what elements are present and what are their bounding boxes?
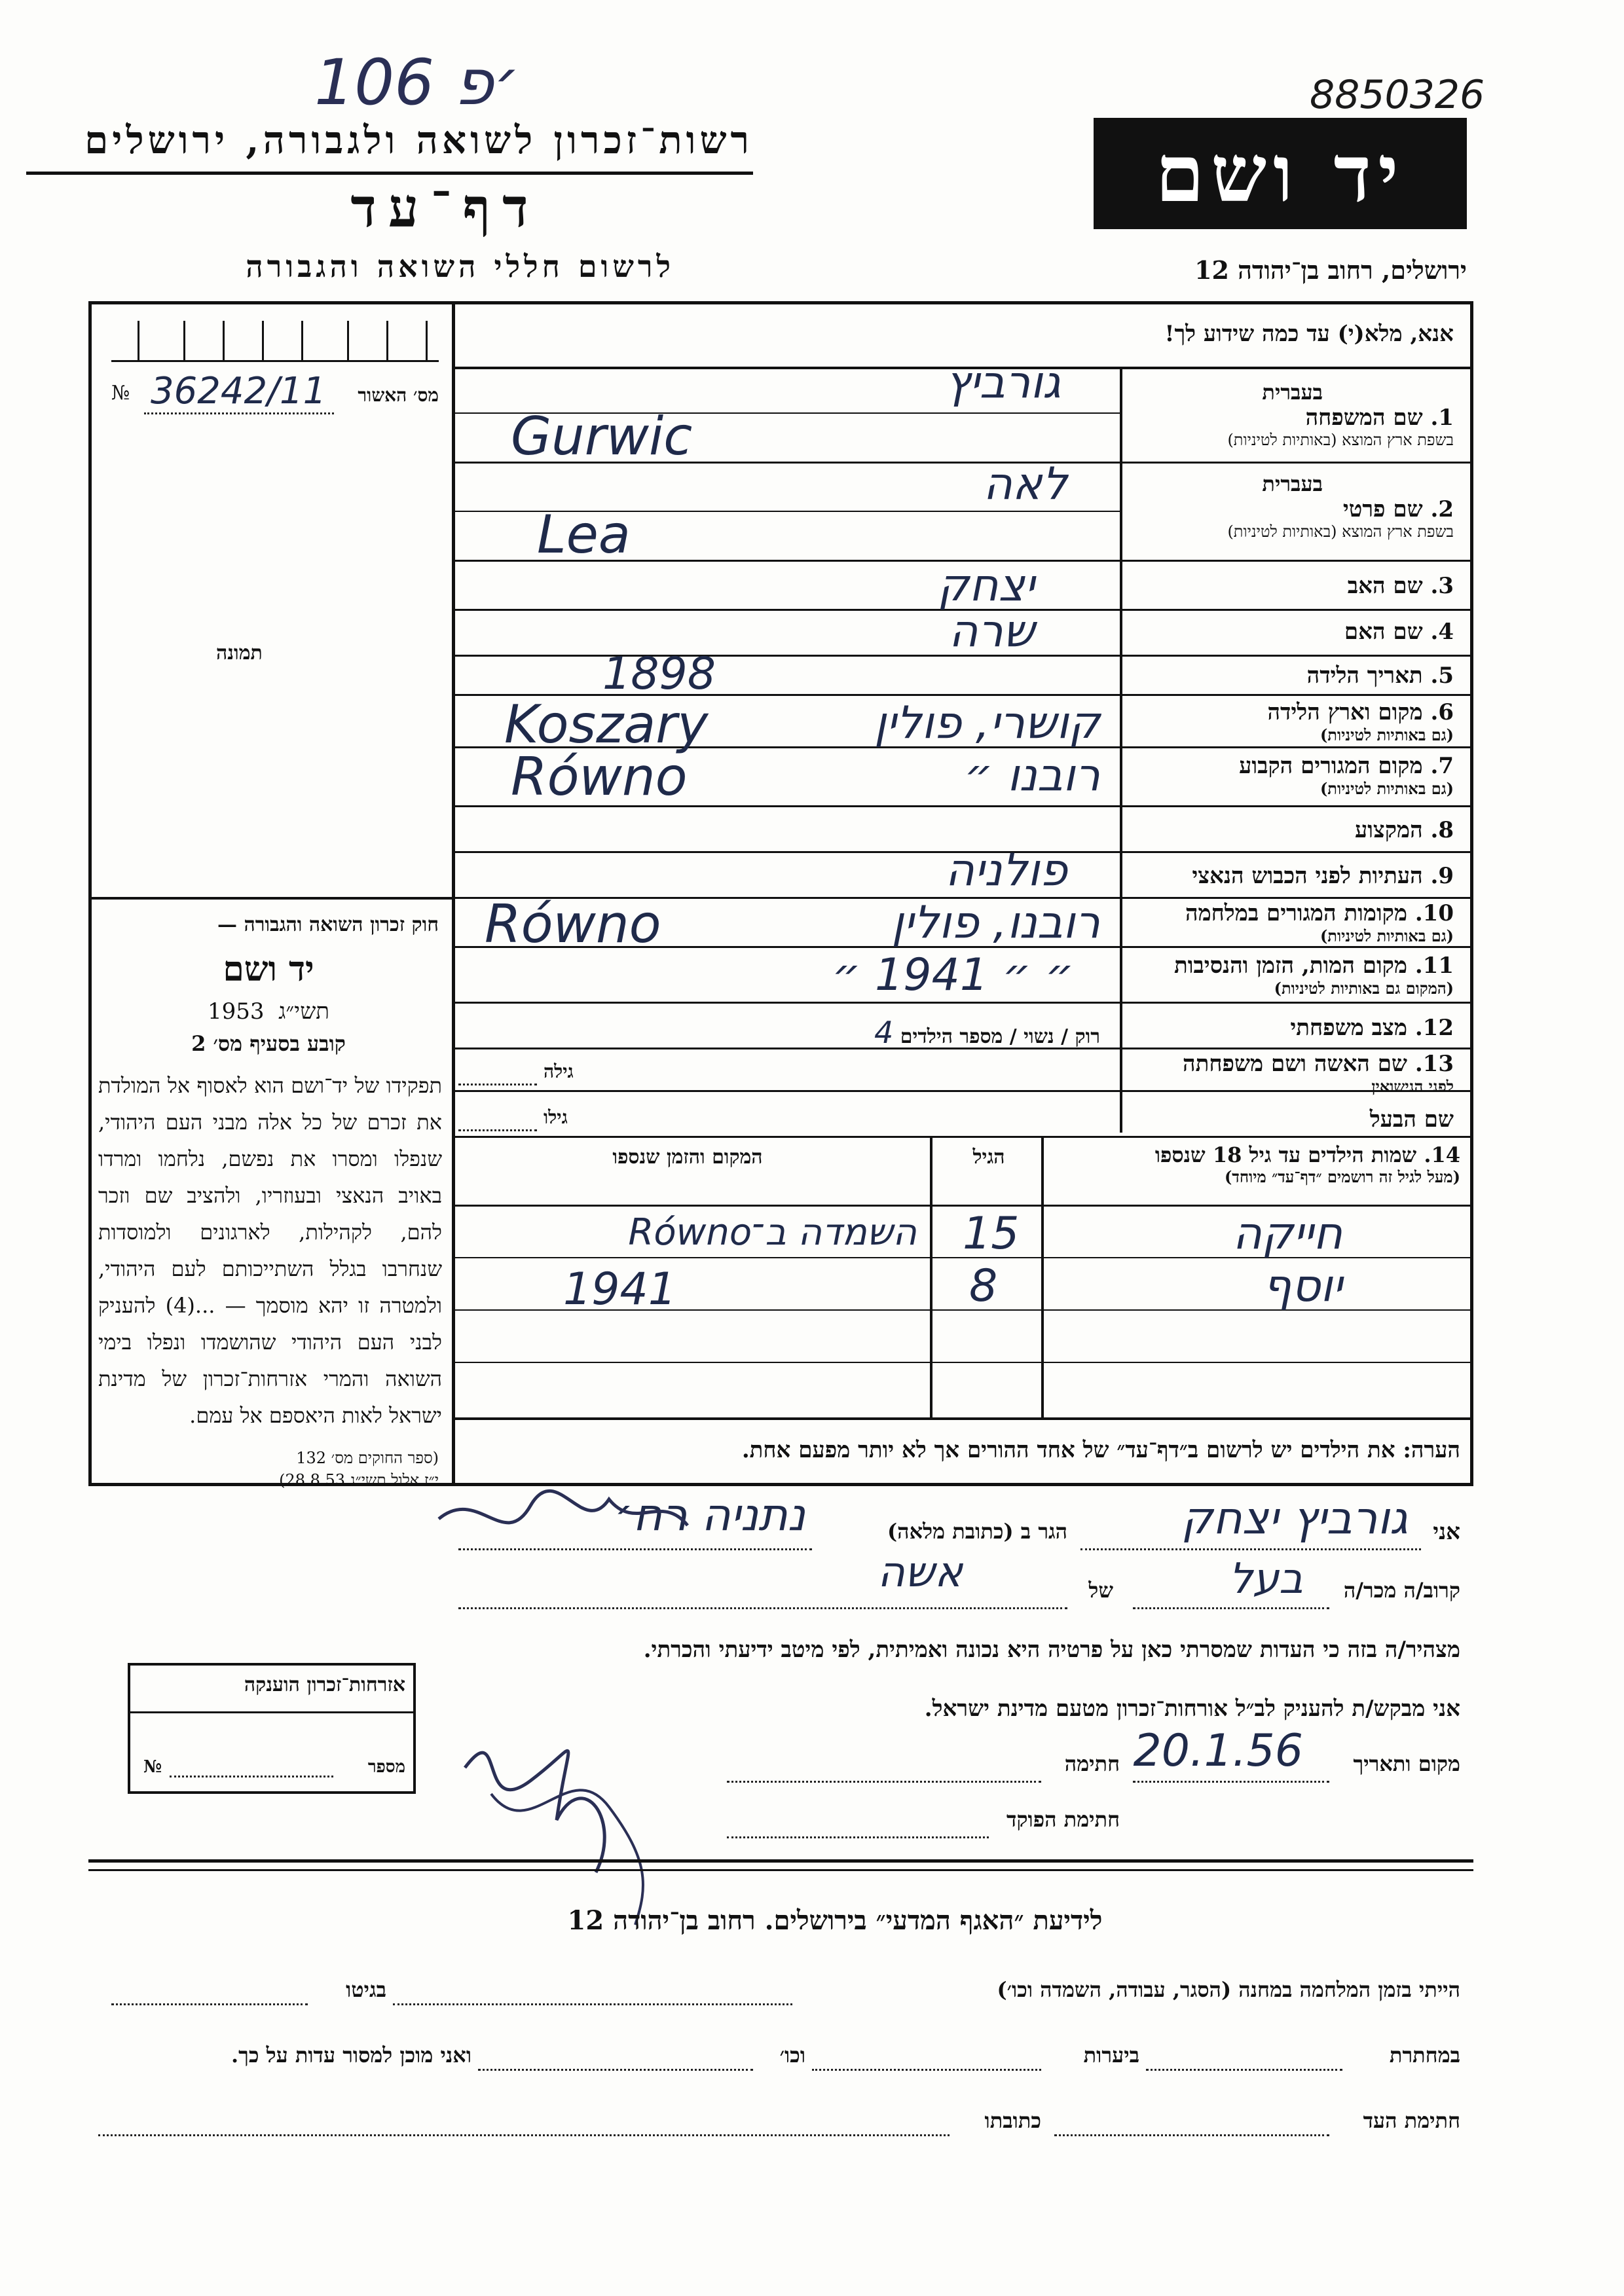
sheet-number: 8850326: [1310, 72, 1485, 118]
official-signature-line: חתימת הפוקד: [720, 1800, 1460, 1846]
approval-number: № 36242/11 מס׳ האשור: [111, 376, 439, 416]
birth-date: 1898: [602, 648, 716, 700]
birth-place-latin: Koszary: [504, 694, 709, 755]
declaration-line-1: אני גורביץ יצחק הגר ב (כתובת מלאה) נתניה רח׳: [458, 1512, 1460, 1558]
approval-value: 36242/11: [151, 370, 327, 412]
child-age: 8: [969, 1260, 998, 1312]
declaration-statement: מצהיר/ה בזה כי העדות שמסרתי כאן על פרטיה היא נכונה ואמיתית, לפי מיטב ידיעתי והכרתי.: [643, 1637, 1460, 1663]
declaration-line-2: קרוב/ה מכר/ה בעל של אשה: [458, 1571, 1460, 1617]
declarant-address: נתניה רח׳: [614, 1489, 805, 1541]
spouse-age-label: גילה: [544, 1061, 574, 1082]
relation: בעל: [1228, 1555, 1303, 1603]
first-name-latin: Lea: [537, 504, 631, 565]
field-residence-label: 7. מקום המגורים הקבוע (גם באותיות לטיניות): [1239, 753, 1454, 798]
children-table-title: 14. שמות הילדים עד גיל 18 שנספו (מעל לגיל זה רושמים ״דף־עד״ מיוחד): [1154, 1142, 1460, 1186]
field-birth-place-label: 6. מקום וארץ הלידה (גם באותיות לטיניות): [1267, 699, 1454, 744]
tally-boxes: [111, 321, 439, 362]
residence-hebrew: רובנו ״: [964, 750, 1100, 801]
archive-number: 106 ׳פ: [314, 46, 520, 119]
citizenship-box: אזרחות־זכרון הוענקה № מספר: [128, 1663, 416, 1794]
residence-latin: Równo: [511, 746, 688, 807]
intro-text: אנא, מלא(י) עד כמה שידוע לך!: [1164, 321, 1454, 347]
approval-label: מס׳ האשור: [358, 384, 439, 406]
declaration-request: אני מבקש/ת להעניק לב״ל אורחות־זכרון מטעם מדינת ישראל.: [924, 1696, 1460, 1722]
birth-place-hebrew: קושרי, פולין: [874, 697, 1100, 749]
child-name: חייקה: [1232, 1208, 1342, 1260]
org-title: רשות־זכרון לשואה ולגבורה, ירושלים: [84, 118, 753, 162]
status-before: פולניה: [945, 845, 1067, 896]
child-place: 1941: [563, 1264, 677, 1315]
declarant-name: גורביץ יצחק: [1181, 1493, 1408, 1544]
husband-label: שם הבעל: [1369, 1106, 1454, 1133]
address: ירושלים, רחוב בן־יהודה 12: [1194, 255, 1467, 285]
field-wartime-label: 10. מקומות המגורים במלחמה (גם באותיות לטיניות): [1185, 900, 1454, 945]
law-name: יד ושם: [223, 949, 314, 989]
law-clause: קובע בסעיף מס׳ 2: [191, 1031, 346, 1056]
bottom-line-1: הייתי בזמן המלחמה במחנה (הסגר, עבודה, השמדה וכו׳) בגיטו: [98, 1977, 1460, 2016]
law-source: (ספר החוקים מס׳ 132 י״ז אלול תשי״ג 28.8.53): [279, 1449, 439, 1489]
child-age: 15: [963, 1208, 1020, 1260]
mother-name: שרה: [949, 606, 1035, 657]
field-marital-label: 12. מצב משפחתי: [1290, 1015, 1454, 1041]
field-spouse-label: 13. שם האשה ושם משפחתה לפני הנישואין: [1183, 1051, 1454, 1096]
bottom-title: לידיעת ״האגף המדעי״ בירושלים. רחוב בן־יהודה 12: [567, 1905, 1103, 1936]
husband-age-label: גילו: [544, 1106, 568, 1128]
place-date-value: 20.1.56: [1133, 1725, 1303, 1777]
photo-label: תמונה: [216, 642, 263, 665]
field-mother-label: 4. שם האם: [1344, 619, 1454, 645]
field-father-label: 3. שם האב: [1347, 573, 1454, 599]
bottom-line-2: במחתרת ביערות וכו׳ ואני מוכן למסור עדות על כך.: [98, 2043, 1460, 2082]
first-name-hebrew: לאה: [983, 458, 1067, 510]
declaration-line-sign: מקום ותאריך 20.1.56 חתימה: [720, 1745, 1460, 1791]
remark: הערה: את הילדים יש לרשום ב״דף־עד״ של אחד ההורים אך לא יותר מפעם אחת.: [741, 1437, 1460, 1463]
law-year: תשי״ג 1953: [207, 998, 330, 1025]
wartime-latin: Równo: [485, 894, 661, 955]
of-name: אשה: [877, 1548, 963, 1597]
form-subtitle: לרשום חללי השואה והגבורה: [246, 249, 674, 284]
marital-options: רוק / נשוי / מספר הילדים 4: [874, 1015, 1100, 1050]
field-first-name-label: בעברית 2. שם פרטי בשפת ארץ המוצא (באותיות לטיניות): [1227, 471, 1454, 541]
field-death-label: 11. מקום המות, הזמן והנסיבות (המקום גם באותיות לטיניות): [1173, 953, 1454, 998]
children-age-header: הגיל: [972, 1146, 1005, 1169]
child-name: יוסף: [1263, 1260, 1342, 1312]
field-profession-label: 8. המקצוע: [1354, 817, 1454, 843]
field-family-name-label: בעברית 1. שם המשפחה בשפת ארץ המוצא (באותיות לטיניות): [1227, 380, 1454, 449]
family-name-hebrew: גורביץ: [945, 357, 1061, 409]
form-title: דף־עד: [350, 177, 540, 240]
field-status-label: 9. העתיות לפני הכבוש הנאצי: [1192, 863, 1454, 889]
law-title: חוק זכרון השואה והגבורה —: [217, 913, 439, 936]
death-details: ״ ״ 1941 ״: [832, 949, 1074, 1001]
children-place-header: המקום והזמן שנספו: [612, 1146, 763, 1169]
field-birth-date-label: 5. תאריך הלידה: [1306, 663, 1454, 689]
family-name-latin: Gurwic: [511, 406, 693, 467]
wartime-hebrew: רובנו, פולין: [891, 897, 1100, 949]
yad-vashem-logo: יד ושם: [1094, 118, 1467, 229]
law-text: תפקידו של יד־ושם הוא לאסוף אל המולדת את זכרם של כל אלה מבני העם היהודי, שנפלו ומסרו את נפשם, נלחמו ומרדו באויב הנאצי ובעוזריו, ולהציב שם וזכר להם, לקהילות, לארגונים ולמוסדות שנחרבו בגלל השתייכותם לעם היהודי, ולמטרה זו יהא מוסמך — ...(4) להעניק לבני העם היהודי שהושמדו ונפלו בימי השואה והמרי אזרחות־זכרון של מדינת ישראל לאות היאספם אל עמם.: [98, 1073, 443, 1428]
child-place: השמדה ב־Równo: [628, 1211, 917, 1254]
father-name: יצחק: [937, 560, 1035, 611]
bottom-line-3: חתימת העד כתובתו: [98, 2108, 1460, 2147]
